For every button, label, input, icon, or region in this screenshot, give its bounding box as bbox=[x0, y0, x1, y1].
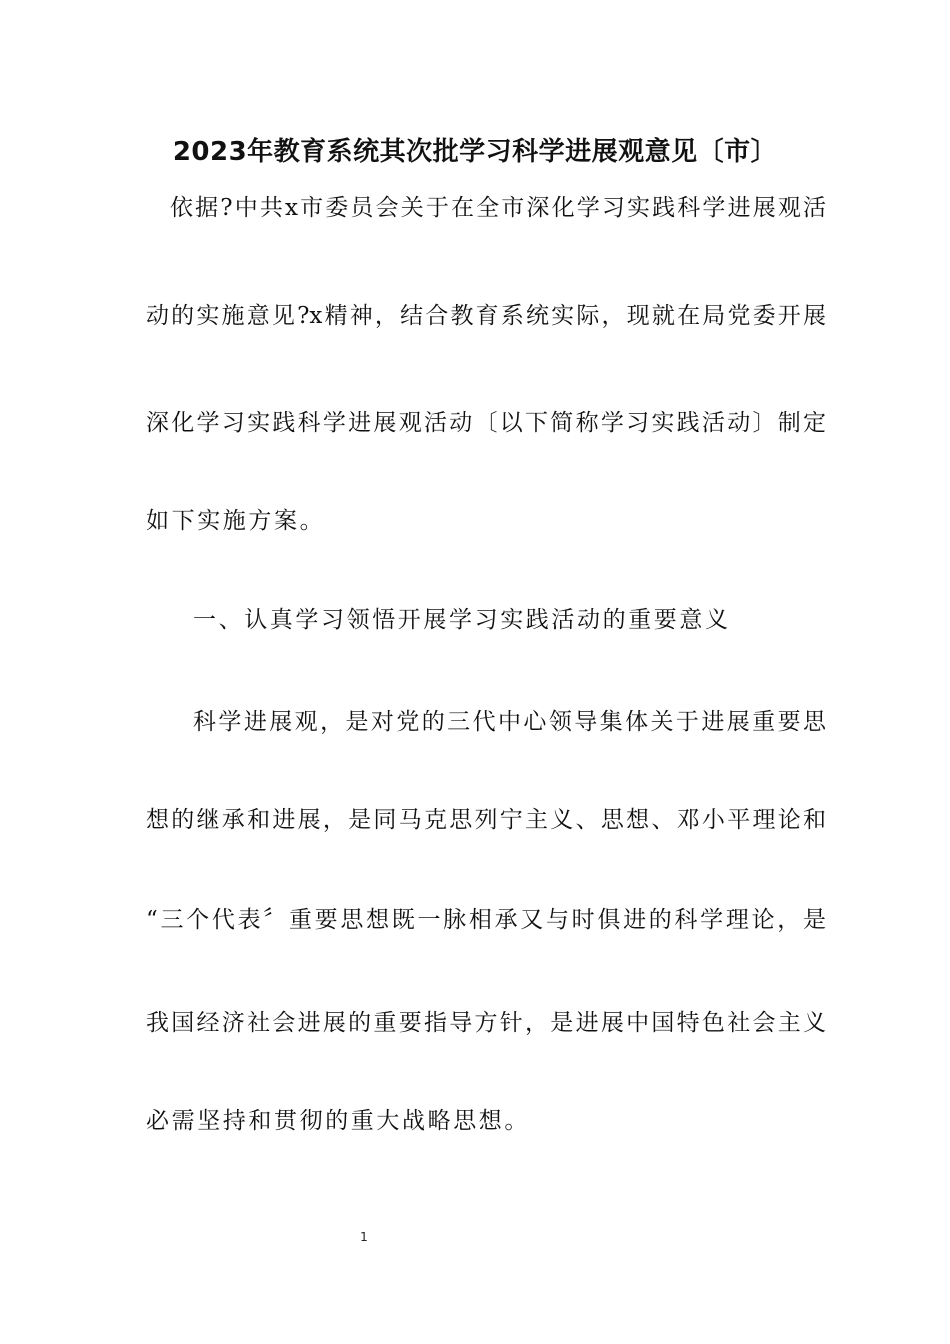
paragraph-3-line-2: 想的继承和进展，是同马克思列宁主义、思想、邓小平理论和 bbox=[146, 807, 826, 833]
paragraph-1-line-3: 深化学习实践科学进展观活动〔以下简称学习实践活动〕制定 bbox=[146, 410, 826, 436]
paragraph-1-line-1: 依据?中共x市委员会关于在全市深化学习实践科学进展观活 bbox=[170, 195, 826, 221]
paragraph-3-line-5: 必需坚持和贯彻的重大战略思想。 bbox=[146, 1108, 530, 1134]
document-title: 2023年教育系统其次批学习科学进展观意见〔市〕 bbox=[172, 137, 778, 167]
paragraph-3-line-4: 我国经济社会进展的重要指导方针，是进展中国特色社会主义 bbox=[146, 1010, 826, 1036]
section-heading-1: 一、认真学习领悟开展学习实践活动的重要意义 bbox=[193, 607, 731, 633]
paragraph-3-line-3: “三个代表〞重要思想既一脉相承又与时俱进的科学理论，是 bbox=[146, 907, 826, 933]
paragraph-1-line-4: 如下实施方案。 bbox=[146, 508, 326, 534]
paragraph-1-line-2: 动的实施意见?x精神，结合教育系统实际，现就在局党委开展 bbox=[146, 303, 826, 329]
paragraph-3-line-1: 科学进展观，是对党的三代中心领导集体关于进展重要思 bbox=[193, 709, 826, 735]
page-number: 1 bbox=[360, 1230, 368, 1244]
